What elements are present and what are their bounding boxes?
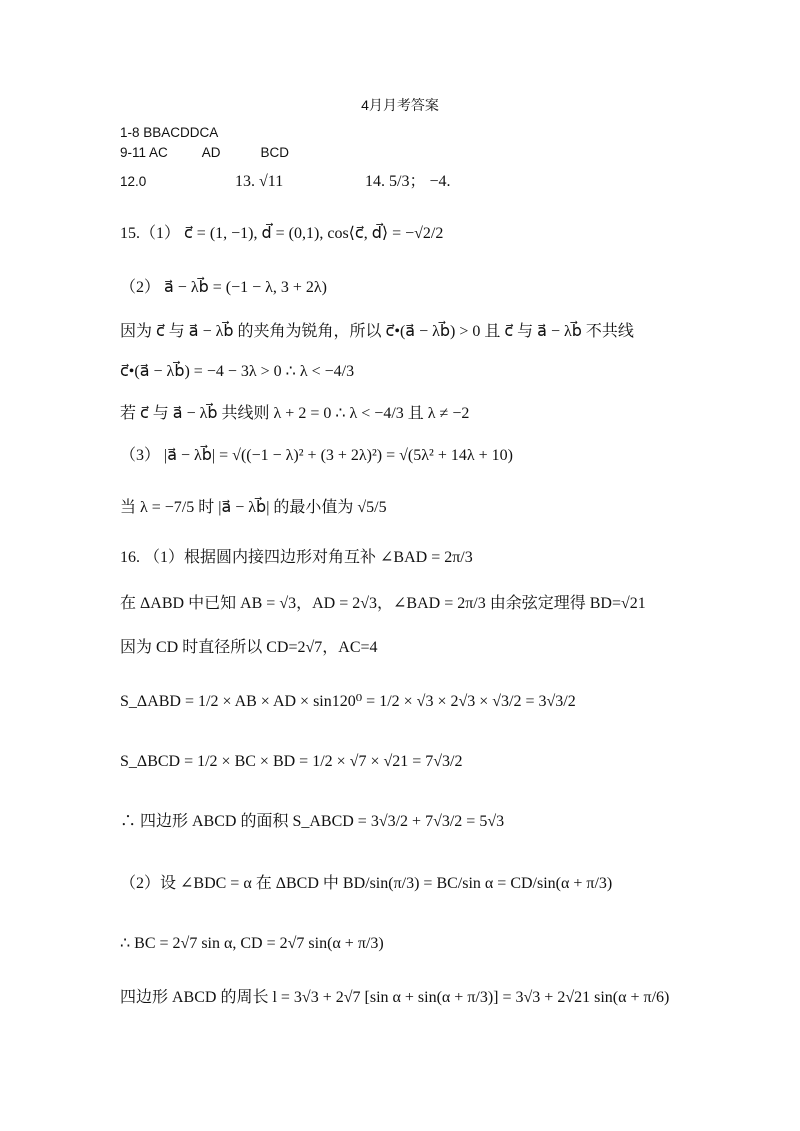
answer-12: 12.0 (120, 173, 147, 189)
answer-13: 13. √11 (235, 173, 284, 190)
q16-perimeter: 四边形 ABCD 的周长 l = 3√3 + 2√7 [sin α + sin(α + π/3)] = 3√3 + 2√21 sin(α + π/6) (120, 989, 670, 1006)
answers-1-8: 1-8 BBACDDCA (120, 125, 219, 140)
q16-diameter: 因为 CD 时直径所以 CD=2√7，AC=4 (120, 639, 378, 656)
q15-acute-condition: 因为 c⃗ 与 a⃗ − λb⃗ 的夹角为锐角，所以 c⃗•(a⃗ − λb⃗) > 0 且 c⃗ 与 a⃗ − λb⃗ 不共线 (120, 323, 634, 340)
q16-area-abd: S_ΔABD = 1/2 × AB × AD × sin120⁰ = 1/2 × √3 × 2√3 × √3/2 = 3√3/2 (120, 693, 576, 710)
answers-9-11 (120, 145, 740, 161)
q15-part1: 15.（1） c⃗ = (1, −1), d⃗ = (0,1), cos⟨c⃗, d⃗⟩ = −√2/2 (120, 225, 444, 242)
answers-9-11-q11: BCD (260, 145, 290, 160)
answers-9-11-q10: AD (201, 145, 221, 160)
q16-part2: （2）设 ∠BDC = α 在 ΔBCD 中 BD/sin(π/3) = BC/sin α = CD/sin(α + π/3) (120, 875, 613, 892)
answers-12-14 (120, 172, 740, 191)
q16-area-bcd: S_ΔBCD = 1/2 × BC × BD = 1/2 × √7 × √21 = 7√3/2 (120, 753, 463, 770)
answers-9-11-q9: 9-11 AC (120, 145, 168, 160)
q15-part2: （2） a⃗ − λb⃗ = (−1 − λ, 3 + 2λ) (120, 279, 328, 296)
q15-part3: （3） |a⃗ − λb⃗| = √((−1 − λ)² + (3 + 2λ)²) = √(5λ² + 14λ + 10) (120, 447, 513, 464)
answer-14: 14. 5/3； −4. (365, 173, 451, 190)
q15-dot-product: c⃗•(a⃗ − λb⃗) = −4 − 3λ > 0 ∴ λ < −4/3 (120, 363, 355, 380)
q16-sides: ∴ BC = 2√7 sin α, CD = 2√7 sin(α + π/3) (120, 935, 384, 952)
q15-collinear: 若 c⃗ 与 a⃗ − λb⃗ 共线则 λ + 2 = 0 ∴ λ < −4/3 且 λ ≠ −2 (120, 405, 470, 422)
page-title: 4月月考答案 (361, 97, 439, 113)
q16-part1: 16. （1）根据圆内接四边形对角互补 ∠BAD = 2π/3 (120, 549, 473, 566)
q15-minimum: 当 λ = −7/5 时 |a⃗ − λb⃗| 的最小值为 √5/5 (120, 499, 387, 516)
q16-area-total: ∴ 四边形 ABCD 的面积 S_ABCD = 3√3/2 + 7√3/2 = 5√3 (120, 813, 505, 830)
q16-cosine-law: 在 ΔABD 中已知 AB = √3，AD = 2√3，∠BAD = 2π/3 由余弦定理得 BD=√21 (120, 595, 646, 612)
